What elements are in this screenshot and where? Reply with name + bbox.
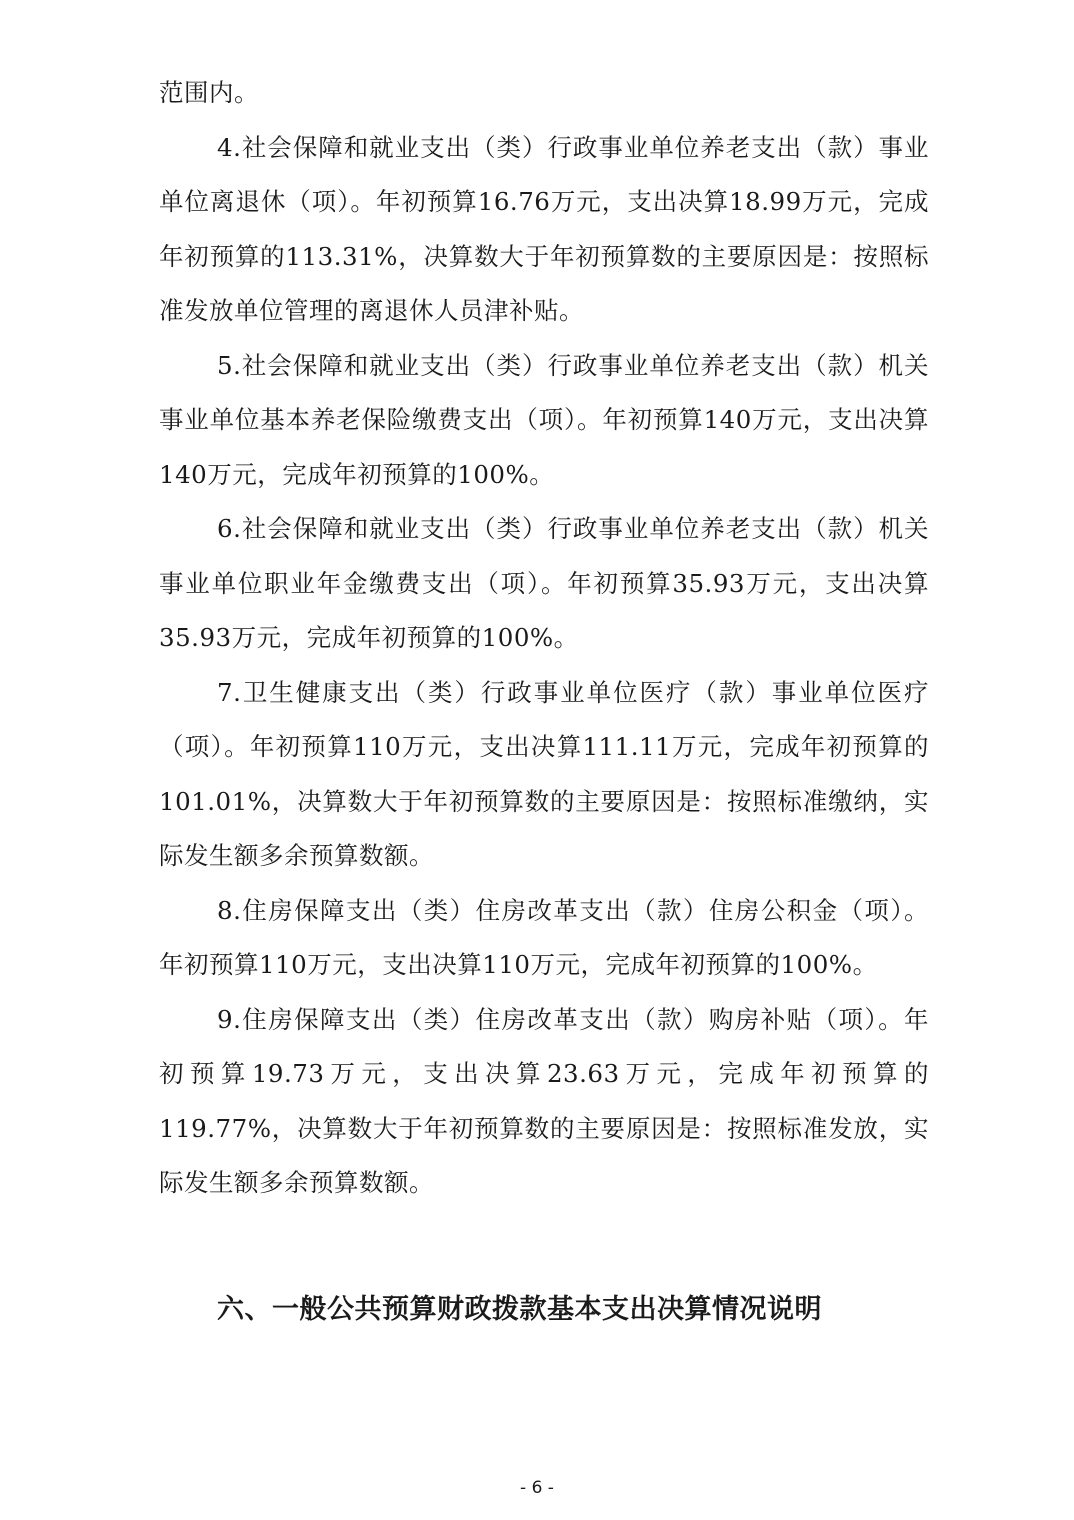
paragraph-item-6: 6.社会保障和就业支出（类）行政事业单位养老支出（款）机关事业单位职业年金缴费支出（项）。年初预算35.93万元，支出决算35.93万元，完成年初预算的100%。 — [159, 514, 929, 652]
paragraph-item-8: 8.住房保障支出（类）住房改革支出（款）住房公积金（项）。年初预算110万元，支出决算110万元，完成年初预算的100%。 — [159, 895, 929, 979]
paragraph-item-9: 9.住房保障支出（类）住房改革支出（款）购房补贴（项）。年初预算19.73万元，支出决算23.63万元，完成年初预算的119.77%，决算数大于年初预算数的主要原因是：按照标准发放，实际发生额多余预算数额。 — [159, 1004, 929, 1197]
paragraph-continuation: 范围内。 — [159, 78, 259, 107]
page-number: - 6 - — [520, 1478, 554, 1498]
paragraph-item-7: 7.卫生健康支出（类）行政事业单位医疗（款）事业单位医疗（项）。年初预算110万元，支出决算111.11万元，完成年初预算的101.01%，决算数大于年初预算数的主要原因是：按照标准缴纳，实际发生额多余预算数额。 — [159, 677, 929, 870]
paragraph-item-5: 5.社会保障和就业支出（类）行政事业单位养老支出（款）机关事业单位基本养老保险缴费支出（项）。年初预算140万元，支出决算140万元，完成年初预算的100%。 — [159, 350, 929, 489]
body-text — [159, 66, 929, 1211]
paragraph-item-4: 4.社会保障和就业支出（类）行政事业单位养老支出（款）事业单位离退休（项）。年初预算16.76万元，支出决算18.99万元，完成年初预算的113.31%，决算数大于年初预算数的主要原因是：按照标准发放单位管理的离退休人员津补贴。 — [159, 132, 929, 325]
section-heading: 六、一般公共预算财政拨款基本支出决算情况说明 — [217, 1294, 822, 1325]
